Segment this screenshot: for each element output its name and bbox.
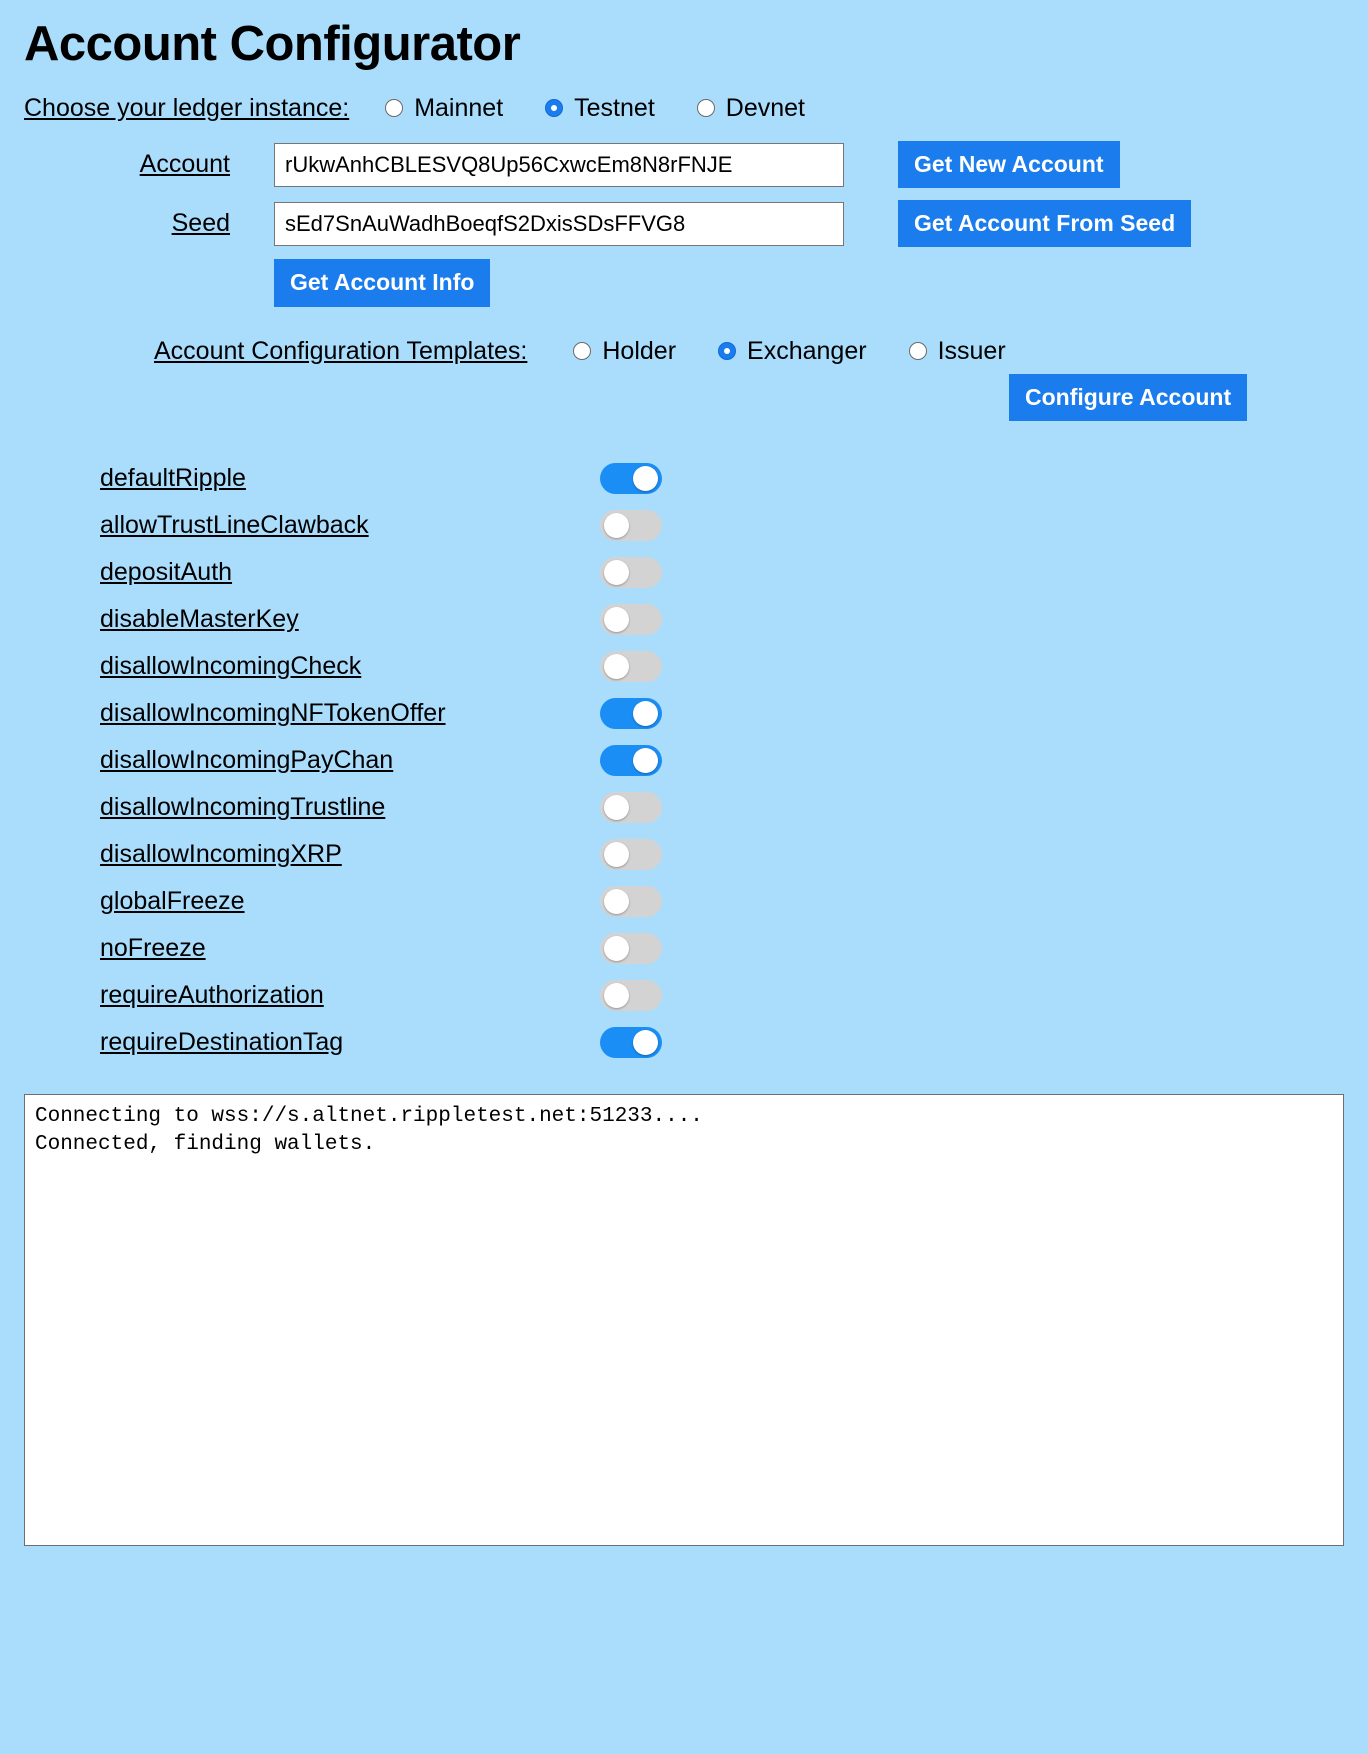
toggle-knob-icon <box>633 748 658 773</box>
flag-toggle-depositauth[interactable] <box>600 557 662 588</box>
flag-toggle-defaultripple[interactable] <box>600 463 662 494</box>
ledger-option-mainnet[interactable] <box>385 94 503 123</box>
templates-label: Account Configuration Templates: <box>154 336 528 365</box>
flag-label-globalfreeze: globalFreeze <box>100 887 245 916</box>
flag-toggle-disablemasterkey[interactable] <box>600 604 662 635</box>
toggle-knob-icon <box>604 936 629 961</box>
ledger-option-testnet[interactable] <box>545 94 655 123</box>
flag-row-disallowincomingnftokenoffer <box>100 690 1344 737</box>
radio-icon-testnet[interactable] <box>545 99 563 117</box>
get-account-from-seed-button[interactable]: Get Account From Seed <box>898 200 1191 247</box>
account-flags-list <box>24 455 1344 1066</box>
flag-label-disablemasterkey: disableMasterKey <box>100 605 299 634</box>
seed-field-row <box>24 200 1344 247</box>
flag-toggle-disallowincomingxrp[interactable] <box>600 839 662 870</box>
toggle-knob-icon <box>604 842 629 867</box>
flag-row-defaultripple <box>100 455 1344 502</box>
radio-icon-issuer[interactable] <box>909 342 927 360</box>
template-option-holder[interactable] <box>573 337 676 366</box>
template-option-issuer[interactable] <box>909 337 1006 366</box>
get-account-info-row <box>24 259 1344 306</box>
flag-row-disallowincomingpaychan <box>100 737 1344 784</box>
flag-label-requiredestinationtag: requireDestinationTag <box>100 1028 344 1057</box>
template-option-exchanger-label: Exchanger <box>747 336 867 365</box>
flag-toggle-globalfreeze[interactable] <box>600 886 662 917</box>
account-label: Account <box>139 150 230 179</box>
flag-row-depositauth <box>100 549 1344 596</box>
toggle-knob-icon <box>633 466 658 491</box>
template-option-exchanger[interactable] <box>718 337 867 366</box>
account-input[interactable] <box>274 143 844 187</box>
flag-row-nofreeze <box>100 925 1344 972</box>
toggle-knob-icon <box>604 560 629 585</box>
configure-account-row <box>24 374 1344 421</box>
ledger-option-testnet-label: Testnet <box>574 93 655 122</box>
template-option-holder-label: Holder <box>602 336 677 365</box>
configure-account-button[interactable]: Configure Account <box>1009 374 1247 421</box>
get-new-account-button[interactable]: Get New Account <box>898 141 1120 188</box>
flag-toggle-requiredestinationtag[interactable] <box>600 1027 662 1058</box>
console-wrapper <box>0 1094 1368 1551</box>
flag-toggle-nofreeze[interactable] <box>600 933 662 964</box>
flag-label-disallowincomingcheck: disallowIncomingCheck <box>100 652 362 681</box>
toggle-knob-icon <box>633 1030 658 1055</box>
flag-row-requiredestinationtag <box>100 1019 1344 1066</box>
seed-label: Seed <box>171 209 230 238</box>
radio-icon-mainnet[interactable] <box>385 99 403 117</box>
flag-label-disallowincomingtrustline: disallowIncomingTrustline <box>100 793 386 822</box>
flag-row-globalfreeze <box>100 878 1344 925</box>
flag-label-depositauth: depositAuth <box>100 558 233 587</box>
flag-row-disallowincomingcheck <box>100 643 1344 690</box>
log-console[interactable] <box>24 1094 1344 1546</box>
ledger-option-devnet[interactable] <box>697 94 805 123</box>
templates-row <box>24 337 1344 366</box>
flag-label-disallowincomingnftokenoffer: disallowIncomingNFTokenOffer <box>100 699 446 728</box>
flag-label-disallowincomingxrp: disallowIncomingXRP <box>100 840 342 869</box>
template-option-issuer-label: Issuer <box>937 336 1006 365</box>
radio-icon-devnet[interactable] <box>697 99 715 117</box>
flag-row-disallowincomingtrustline <box>100 784 1344 831</box>
ledger-option-mainnet-label: Mainnet <box>414 93 504 122</box>
toggle-knob-icon <box>604 795 629 820</box>
toggle-knob-icon <box>604 513 629 538</box>
flag-label-defaultripple: defaultRipple <box>100 464 246 493</box>
templates-radio-group <box>573 337 1047 366</box>
flag-label-disallowincomingpaychan: disallowIncomingPayChan <box>100 746 394 775</box>
flag-row-disallowincomingxrp <box>100 831 1344 878</box>
flag-toggle-disallowincomingtrustline[interactable] <box>600 792 662 823</box>
flag-label-requireauthorization: requireAuthorization <box>100 981 324 1010</box>
flag-toggle-disallowincomingpaychan[interactable] <box>600 745 662 776</box>
toggle-knob-icon <box>604 654 629 679</box>
flag-toggle-allowtrustlineclawback[interactable] <box>600 510 662 541</box>
account-field-row <box>24 141 1344 188</box>
flag-label-allowtrustlineclawback: allowTrustLineClawback <box>100 511 369 540</box>
flag-label-nofreeze: noFreeze <box>100 934 206 963</box>
seed-input[interactable] <box>274 202 844 246</box>
toggle-knob-icon <box>604 889 629 914</box>
flag-toggle-requireauthorization[interactable] <box>600 980 662 1011</box>
ledger-instance-label: Choose your ledger instance: <box>24 93 350 122</box>
ledger-option-devnet-label: Devnet <box>725 93 805 122</box>
radio-icon-exchanger[interactable] <box>718 342 736 360</box>
ledger-instance-row <box>24 94 1344 123</box>
flag-toggle-disallowincomingcheck[interactable] <box>600 651 662 682</box>
toggle-knob-icon <box>604 607 629 632</box>
toggle-knob-icon <box>633 701 658 726</box>
ledger-radio-group <box>385 94 847 123</box>
flag-toggle-disallowincomingnftokenoffer[interactable] <box>600 698 662 729</box>
flag-row-disablemasterkey <box>100 596 1344 643</box>
get-account-info-button[interactable]: Get Account Info <box>274 259 490 306</box>
flag-row-allowtrustlineclawback <box>100 502 1344 549</box>
page-title: Account Configurator <box>24 17 521 71</box>
radio-icon-holder[interactable] <box>573 342 591 360</box>
flag-row-requireauthorization <box>100 972 1344 1019</box>
toggle-knob-icon <box>604 983 629 1008</box>
